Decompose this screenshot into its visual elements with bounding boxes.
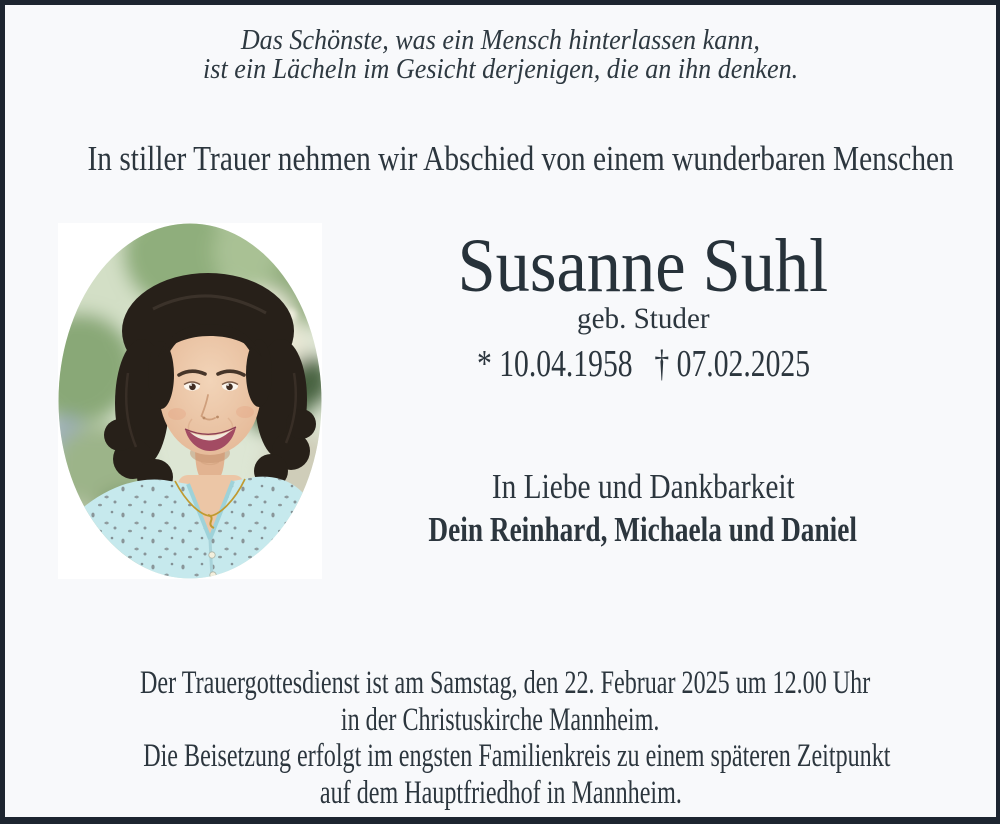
service-line-2: in der Christuskirche Mannheim. <box>341 701 660 738</box>
service-line-4: auf dem Hauptfriedhof in Mannheim. <box>319 774 682 811</box>
service-line-3: Die Beisetzung erfolgt im engsten Familienkreis zu einem späteren Zeitpunkt <box>143 738 891 774</box>
life-dates <box>337 343 949 387</box>
service-line-1: Der Trauergottesdienst ist am Samstag, den 22. Februar 2025 um 12.00 Uhr <box>140 665 871 701</box>
obituary-page <box>5 5 996 817</box>
epigraph-line-2: ist ein Lächeln im Gesicht derjenigen, die an ihn denken. <box>202 52 799 85</box>
epigraph-line-1: Das Schönste, was ein Mensch hinterlassen kann, <box>240 24 761 56</box>
service-info <box>5 665 996 811</box>
epigraph <box>5 26 996 83</box>
deceased-name: Susanne Suhl <box>457 224 829 308</box>
closing-line: In Liebe und Dankbarkeit <box>491 467 795 506</box>
death-date: † 07.02.2025 <box>653 343 810 385</box>
portrait-photo <box>58 223 322 579</box>
intro-line: In stiller Trauer nehmen wir Abschied von einem wunderbaren Menschen <box>87 139 954 178</box>
birth-date: * 10.04.1958 <box>476 343 633 385</box>
family-names: Dein Reinhard, Michaela und Daniel <box>428 510 858 549</box>
maiden-name: geb. Studer <box>576 302 710 335</box>
